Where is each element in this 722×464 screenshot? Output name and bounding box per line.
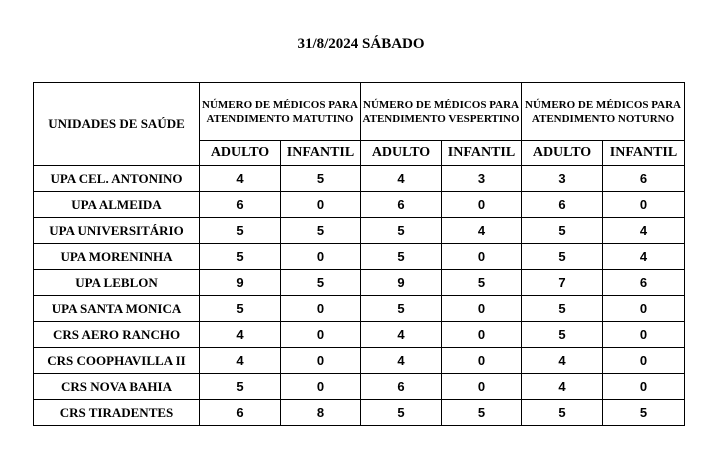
value-cell: 4 (200, 348, 281, 374)
value-cell: 4 (603, 218, 685, 244)
table-row (34, 374, 685, 400)
unit-name-cell: UPA CEL. ANTONINO (34, 166, 200, 192)
value-cell: 0 (603, 374, 685, 400)
value-cell: 0 (281, 244, 361, 270)
header-row-groups (34, 83, 685, 141)
value-cell: 8 (281, 400, 361, 426)
table-row (34, 400, 685, 426)
unit-column-header: UNIDADES DE SAÚDE (34, 83, 200, 166)
table-row (34, 296, 685, 322)
value-cell: 6 (522, 192, 603, 218)
table-row (34, 192, 685, 218)
value-cell: 4 (522, 348, 603, 374)
value-cell: 5 (200, 296, 281, 322)
value-cell: 4 (361, 322, 442, 348)
value-cell: 3 (442, 166, 522, 192)
value-cell: 5 (522, 244, 603, 270)
table-header (34, 83, 685, 166)
value-cell: 6 (361, 374, 442, 400)
unit-name-cell: CRS AERO RANCHO (34, 322, 200, 348)
value-cell: 5 (522, 218, 603, 244)
value-cell: 0 (442, 348, 522, 374)
value-cell: 6 (200, 400, 281, 426)
value-cell: 0 (442, 322, 522, 348)
value-cell: 0 (603, 348, 685, 374)
unit-name-cell: UPA UNIVERSITÁRIO (34, 218, 200, 244)
table-body (34, 166, 685, 426)
value-cell: 4 (522, 374, 603, 400)
value-cell: 6 (361, 192, 442, 218)
value-cell: 0 (281, 296, 361, 322)
afternoon-adult-header: ADULTO (361, 141, 442, 166)
value-cell: 5 (361, 218, 442, 244)
value-cell: 5 (522, 296, 603, 322)
unit-name-cell: UPA SANTA MONICA (34, 296, 200, 322)
value-cell: 5 (200, 218, 281, 244)
afternoon-child-header: INFANTIL (442, 141, 522, 166)
value-cell: 5 (603, 400, 685, 426)
value-cell: 5 (361, 296, 442, 322)
value-cell: 4 (442, 218, 522, 244)
value-cell: 0 (281, 374, 361, 400)
value-cell: 3 (522, 166, 603, 192)
value-cell: 4 (603, 244, 685, 270)
value-cell: 5 (200, 374, 281, 400)
value-cell: 5 (281, 218, 361, 244)
value-cell: 4 (200, 166, 281, 192)
value-cell: 6 (603, 270, 685, 296)
value-cell: 5 (361, 244, 442, 270)
value-cell: 5 (361, 400, 442, 426)
value-cell: 5 (442, 400, 522, 426)
value-cell: 5 (281, 166, 361, 192)
value-cell: 0 (603, 296, 685, 322)
value-cell: 0 (442, 192, 522, 218)
unit-name-cell: CRS COOPHAVILLA II (34, 348, 200, 374)
doctors-schedule-table (33, 82, 685, 426)
value-cell: 5 (522, 400, 603, 426)
value-cell: 0 (281, 322, 361, 348)
night-child-header: INFANTIL (603, 141, 685, 166)
unit-name-cell: UPA LEBLON (34, 270, 200, 296)
table-row (34, 270, 685, 296)
value-cell: 9 (361, 270, 442, 296)
value-cell: 4 (361, 348, 442, 374)
morning-adult-header: ADULTO (200, 141, 281, 166)
value-cell: 0 (281, 348, 361, 374)
value-cell: 6 (200, 192, 281, 218)
unit-name-cell: CRS NOVA BAHIA (34, 374, 200, 400)
morning-child-header: INFANTIL (281, 141, 361, 166)
value-cell: 0 (603, 322, 685, 348)
value-cell: 4 (200, 322, 281, 348)
value-cell: 4 (361, 166, 442, 192)
value-cell: 0 (442, 296, 522, 322)
table-row (34, 348, 685, 374)
value-cell: 5 (200, 244, 281, 270)
table-row (34, 244, 685, 270)
table-row (34, 218, 685, 244)
value-cell: 0 (281, 192, 361, 218)
value-cell: 0 (603, 192, 685, 218)
page-title: 31/8/2024 SÁBADO (297, 36, 425, 52)
value-cell: 6 (603, 166, 685, 192)
value-cell: 0 (442, 374, 522, 400)
value-cell: 5 (281, 270, 361, 296)
value-cell: 9 (200, 270, 281, 296)
night-adult-header: ADULTO (522, 141, 603, 166)
night-group-header: NÚMERO DE MÉDICOS PARA ATENDIMENTO NOTURNO (522, 83, 685, 141)
value-cell: 7 (522, 270, 603, 296)
value-cell: 5 (442, 270, 522, 296)
morning-group-header: NÚMERO DE MÉDICOS PARA ATENDIMENTO MATUTINO (200, 83, 361, 141)
value-cell: 5 (522, 322, 603, 348)
table-row (34, 166, 685, 192)
table-row (34, 322, 685, 348)
unit-name-cell: CRS TIRADENTES (34, 400, 200, 426)
unit-name-cell: UPA MORENINHA (34, 244, 200, 270)
value-cell: 0 (442, 244, 522, 270)
unit-name-cell: UPA ALMEIDA (34, 192, 200, 218)
afternoon-group-header: NÚMERO DE MÉDICOS PARA ATENDIMENTO VESPERTINO (361, 83, 522, 141)
